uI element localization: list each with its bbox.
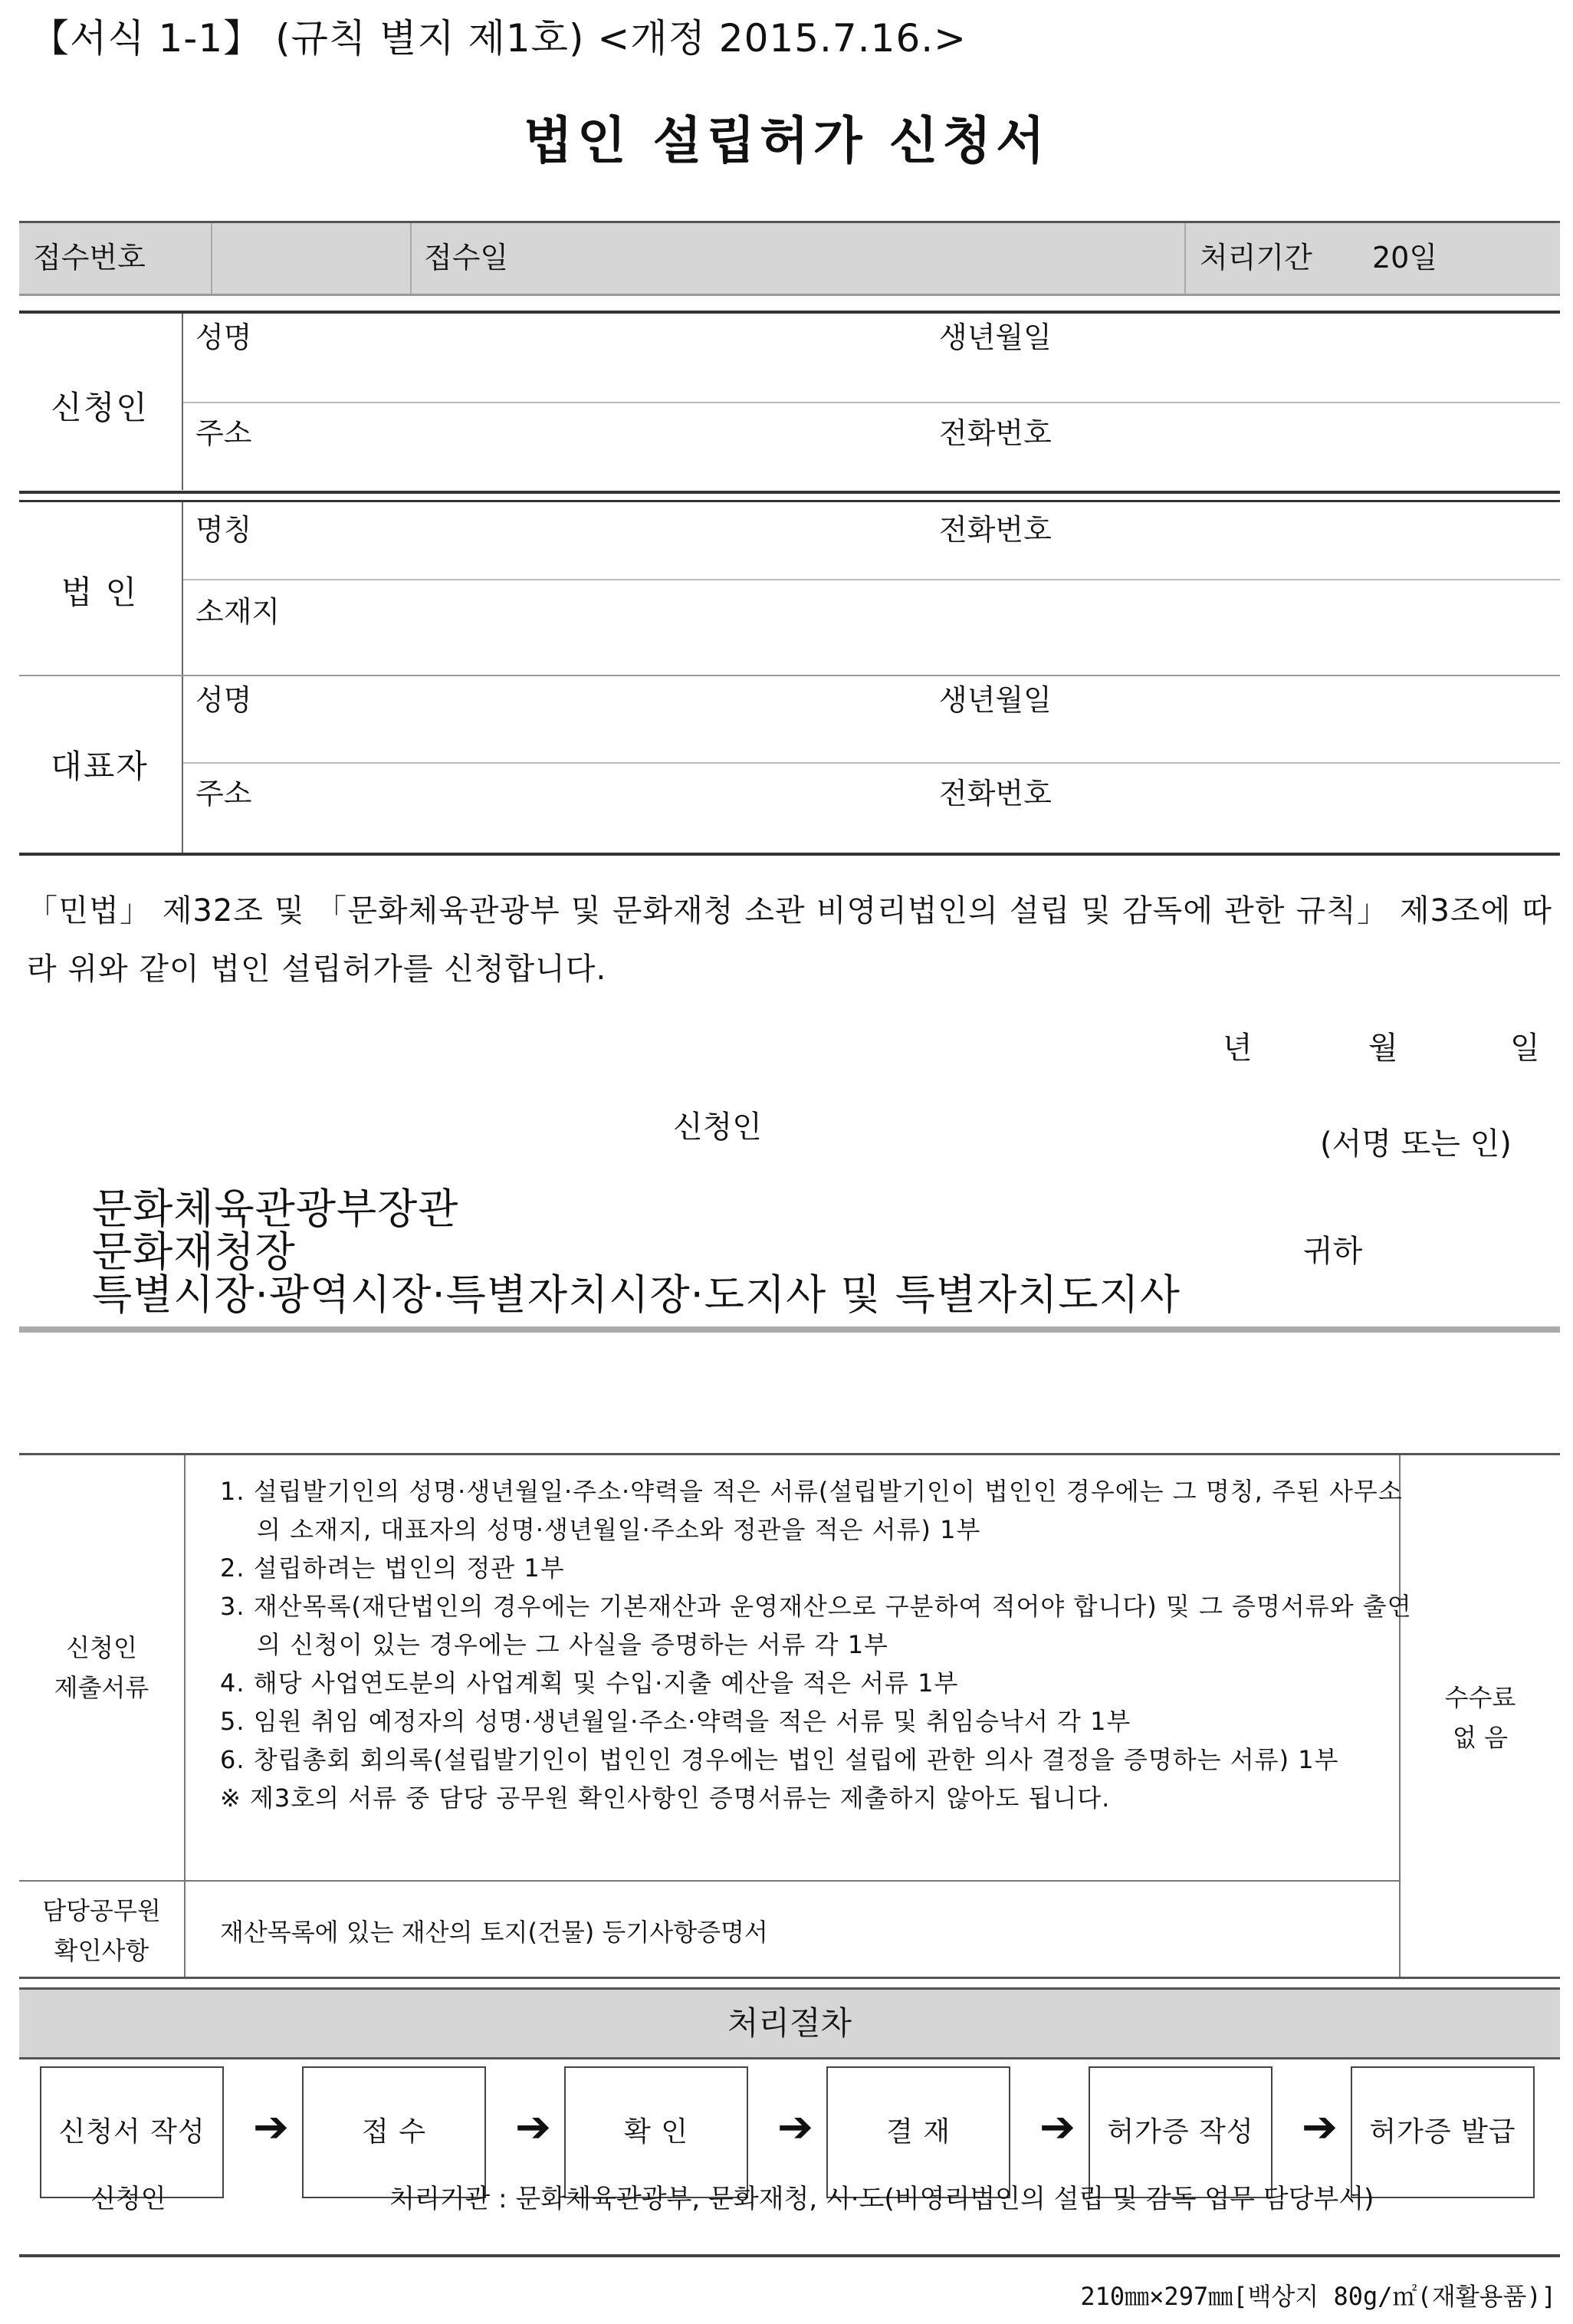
applicant-label: 신청인 bbox=[51, 389, 149, 426]
arrow-right-icon: ➔ bbox=[253, 2102, 289, 2152]
representative-name-field[interactable]: 성명 bbox=[195, 683, 252, 717]
procedure-step-apply: 신청서 작성 bbox=[40, 2066, 224, 2198]
applicant-phone-field[interactable]: 전화번호 bbox=[939, 416, 1052, 450]
divider bbox=[19, 853, 1560, 856]
divider bbox=[19, 1880, 1401, 1882]
submission-label-line-1: 신청인 bbox=[66, 1633, 137, 1662]
list-item: 4. 해당 사업연도분의 사업계획 및 수입·지출 예산을 적은 서류 1부 bbox=[220, 1668, 959, 1698]
arrow-right-icon: ➔ bbox=[1039, 2102, 1075, 2152]
addressee-line-3: 특별시장·광역시장·특별자치시장·도지사 및 특별자치도지사 bbox=[92, 1270, 1181, 1319]
applicant-address-field[interactable]: 주소 bbox=[195, 416, 252, 450]
applicant-birth-field[interactable]: 생년월일 bbox=[939, 320, 1052, 354]
addressee-honorific: 귀하 bbox=[1303, 1234, 1363, 1269]
submission-label-line-2: 제출서류 bbox=[54, 1673, 149, 1702]
addressee-line-2: 문화재청장 bbox=[92, 1228, 296, 1276]
official-check-label-line-2: 확인사항 bbox=[54, 1936, 149, 1965]
receipt-no-cell bbox=[19, 223, 212, 294]
date-month-label[interactable]: 월 bbox=[1368, 1031, 1398, 1066]
receipt-date-cell[interactable] bbox=[410, 223, 1186, 294]
date-day-label[interactable]: 일 bbox=[1510, 1031, 1540, 1066]
receipt-date-label: 접수일 bbox=[424, 241, 509, 274]
date-year-label[interactable]: 년 bbox=[1223, 1031, 1253, 1066]
procedure-step-receipt: 접 수 bbox=[302, 2066, 486, 2198]
arrow-right-icon: ➔ bbox=[1302, 2102, 1338, 2152]
representative-label: 대표자 bbox=[51, 748, 149, 785]
arrow-right-icon: ➔ bbox=[777, 2102, 813, 2152]
receipt-no-value[interactable] bbox=[211, 223, 412, 294]
divider bbox=[184, 1455, 186, 1977]
list-item-note: ※ 제3호의 서류 중 담당 공무원 확인사항인 증명서류는 제출하지 않아도 됩니다. bbox=[220, 1783, 1111, 1813]
paper-spec: 210㎜×297㎜[백상지 80g/㎡(재활용품)] bbox=[1080, 2282, 1556, 2311]
submission-table bbox=[19, 1453, 1560, 1979]
divider bbox=[182, 676, 183, 853]
official-check-label-line-1: 담당공무원 bbox=[42, 1896, 161, 1925]
applicant-name-field[interactable]: 성명 bbox=[195, 320, 252, 354]
procedure-actor-applicant: 신청인 bbox=[90, 2184, 166, 2214]
list-item: 2. 설립하려는 법인의 정관 1부 bbox=[220, 1553, 565, 1583]
form-header bbox=[31, 8, 967, 63]
fee-cell bbox=[1401, 1678, 1560, 1757]
submission-label bbox=[19, 1628, 184, 1708]
list-item: 5. 임원 취임 예정자의 성명·생년월일·주소·약력을 적은 서류 및 취임승낙서 각 1부 bbox=[220, 1707, 1131, 1736]
receipt-band bbox=[19, 221, 1560, 296]
divider bbox=[183, 579, 1560, 580]
divider bbox=[183, 762, 1560, 764]
divider bbox=[183, 402, 1560, 403]
procedure-step-permit-issue: 허가증 발급 bbox=[1351, 2066, 1535, 2198]
procedure-actor-agency: 처리기관 : 문화체육관광부, 문화재청, 시·도(비영리법인의 설립 및 감독 업무 담당부서) bbox=[389, 2184, 1374, 2214]
list-item: 6. 창립총회 회의록(설립발기인이 법인인 경우에는 법인 설립에 관한 의사 결정을 증명하는 서류) 1부 bbox=[220, 1745, 1339, 1774]
corporation-section bbox=[19, 502, 1560, 675]
representative-address-field[interactable]: 주소 bbox=[195, 777, 252, 810]
divider bbox=[19, 491, 1560, 494]
form-number: 【서식 1-1】 bbox=[31, 16, 263, 61]
arrow-right-icon: ➔ bbox=[515, 2102, 551, 2152]
list-item: 3. 재산목록(재단법인의 경우에는 기본재산과 운영재산으로 구분하여 적어야 합니다) 및 그 증명서류와 출연의 신청이 있는 경우에는 그 사실을 증명하는 서류 각 1부 bbox=[220, 1592, 1412, 1659]
representative-birth-field[interactable]: 생년월일 bbox=[939, 683, 1052, 717]
corporation-name-field[interactable]: 명칭 bbox=[195, 513, 252, 547]
procedure-step-approval: 결 재 bbox=[826, 2066, 1010, 2198]
revision-note: <개정 2015.7.16.> bbox=[597, 16, 967, 61]
divider bbox=[182, 502, 183, 675]
procedure-step-review: 확 인 bbox=[564, 2066, 748, 2198]
applicant-section bbox=[19, 314, 1560, 490]
official-check-label bbox=[19, 1891, 184, 1971]
divider bbox=[19, 1326, 1560, 1333]
list-item: 1. 설립발기인의 성명·생년월일·주소·약력을 적은 서류(설립발기인이 법인인 경우에는 그 명칭, 주된 사무소의 소재지, 대표자의 성명·생년월일·주소와 정관을 적은 서류) 1부 bbox=[220, 1477, 1403, 1544]
divider bbox=[19, 2254, 1560, 2257]
addressee-line-1: 문화체육관광부장관 bbox=[92, 1185, 459, 1233]
representative-phone-field[interactable]: 전화번호 bbox=[939, 777, 1052, 810]
corporation-phone-field[interactable]: 전화번호 bbox=[939, 513, 1052, 547]
representative-section bbox=[19, 676, 1560, 853]
receipt-no-label: 접수번호 bbox=[33, 241, 146, 274]
corporation-label: 법 인 bbox=[61, 574, 139, 611]
corporation-location-field[interactable]: 소재지 bbox=[195, 595, 281, 629]
submission-document-list bbox=[220, 1472, 1416, 1817]
form-title: 법인 설립허가 신청서 bbox=[524, 111, 1049, 170]
official-check-content: 재산목록에 있는 재산의 토지(건물) 등기사항증명서 bbox=[220, 1918, 768, 1947]
fee-label: 수수료 bbox=[1444, 1683, 1516, 1712]
procedure-step-permit-draft: 허가증 작성 bbox=[1089, 2066, 1273, 2198]
processing-period-label: 처리기간 bbox=[1200, 241, 1312, 274]
procedure-title: 처리절차 bbox=[19, 1987, 1560, 2059]
processing-period-value: 20일 bbox=[1372, 241, 1438, 274]
rule-reference: (규칙 별지 제1호) bbox=[275, 16, 585, 61]
application-statement: 「민법」 제32조 및 「문화체육관광부 및 문화재청 소관 비영리법인의 설립 및 감독에 관한 규칙」 제3조에 따라 위와 같이 법인 설립허가를 신청합니다. bbox=[27, 893, 1552, 987]
signature-note[interactable]: (서명 또는 인) bbox=[1320, 1126, 1512, 1162]
signature-applicant-label: 신청인 bbox=[673, 1109, 762, 1145]
fee-value: 없 음 bbox=[1453, 1723, 1508, 1752]
